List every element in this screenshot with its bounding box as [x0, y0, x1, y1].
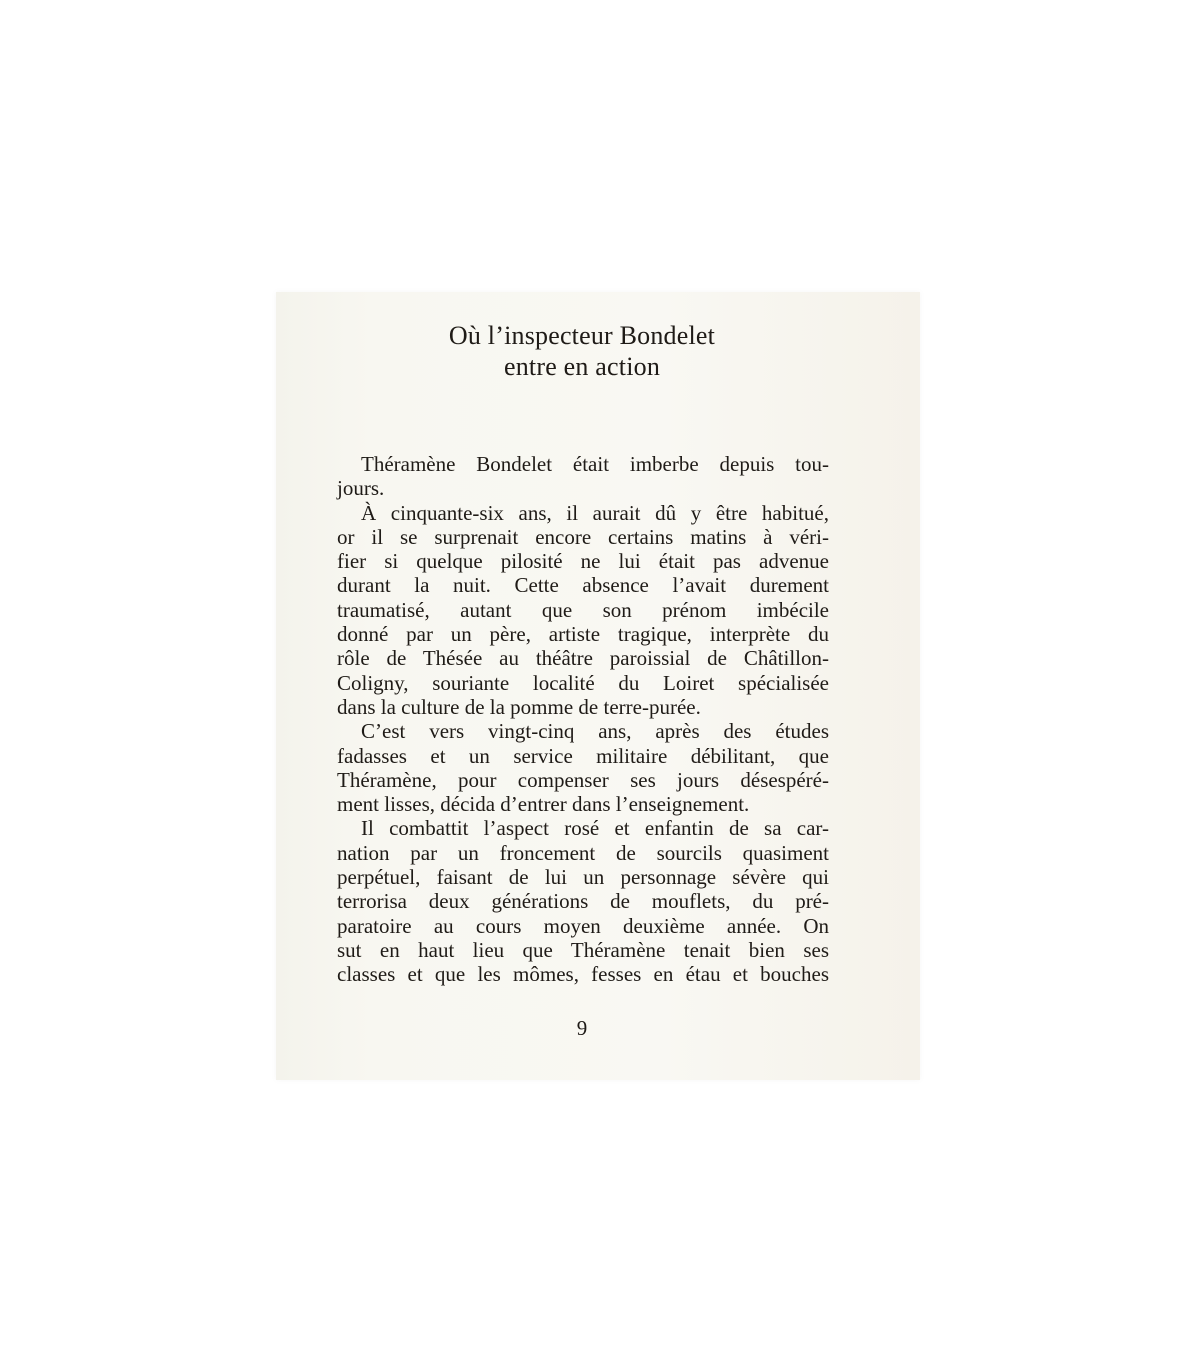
text-line: Coligny, souriante localité du Loiret spécialisée — [337, 670, 829, 695]
text-line: traumatisé, autant que son prénom imbécile — [337, 597, 829, 622]
text-line: donné par un père, artiste tragique, interprète du — [337, 622, 829, 647]
text-line: C’est vers vingt-cinq ans, après des études — [361, 719, 829, 744]
chapter-title-line-1: Où l’inspecteur Bondelet — [448, 321, 716, 350]
text-line: Théramène, pour compenser ses jours désespéré- — [337, 767, 829, 792]
text-line: fadasses et un service militaire débilitant, que — [337, 743, 829, 768]
text-line: À cinquante-six ans, il aurait dû y être habitué, — [361, 500, 829, 525]
page-number: 9 — [576, 1016, 588, 1040]
text-line: durant la nuit. Cette absence l’avait durement — [337, 573, 829, 598]
text-line: nation par un froncement de sourcils quasiment — [337, 840, 829, 865]
chapter-title-line-2: entre en action — [503, 352, 661, 381]
text-line: paratoire au cours moyen deuxième année. On — [337, 913, 829, 938]
text-line: or il se surprenait encore certains matins à véri- — [337, 524, 829, 549]
text-line: classes et que les mômes, fesses en étau et bouches — [337, 962, 829, 987]
text-line: jours. — [337, 476, 385, 501]
text-line: dans la culture de la pomme de terre-purée. — [337, 694, 701, 719]
text-line: fier si quelque pilosité ne lui était pas advenue — [337, 549, 829, 574]
text-line: rôle de Thésée au théâtre paroissial de Châtillon- — [337, 646, 829, 671]
text-line: Théramène Bondelet était imberbe depuis tou- — [361, 452, 829, 476]
chapter-body — [337, 452, 829, 987]
text-line: ment lisses, décida d’entrer dans l’enseignement. — [337, 792, 750, 817]
text-line: Il combattit l’aspect rosé et enfantin de sa car- — [361, 816, 829, 841]
text-line: perpétuel, faisant de lui un personnage sévère qui — [337, 865, 829, 890]
text-line: sut en haut lieu que Théramène tenait bien ses — [337, 937, 829, 962]
text-line: terrorisa deux générations de mouflets, du pré- — [337, 889, 829, 914]
